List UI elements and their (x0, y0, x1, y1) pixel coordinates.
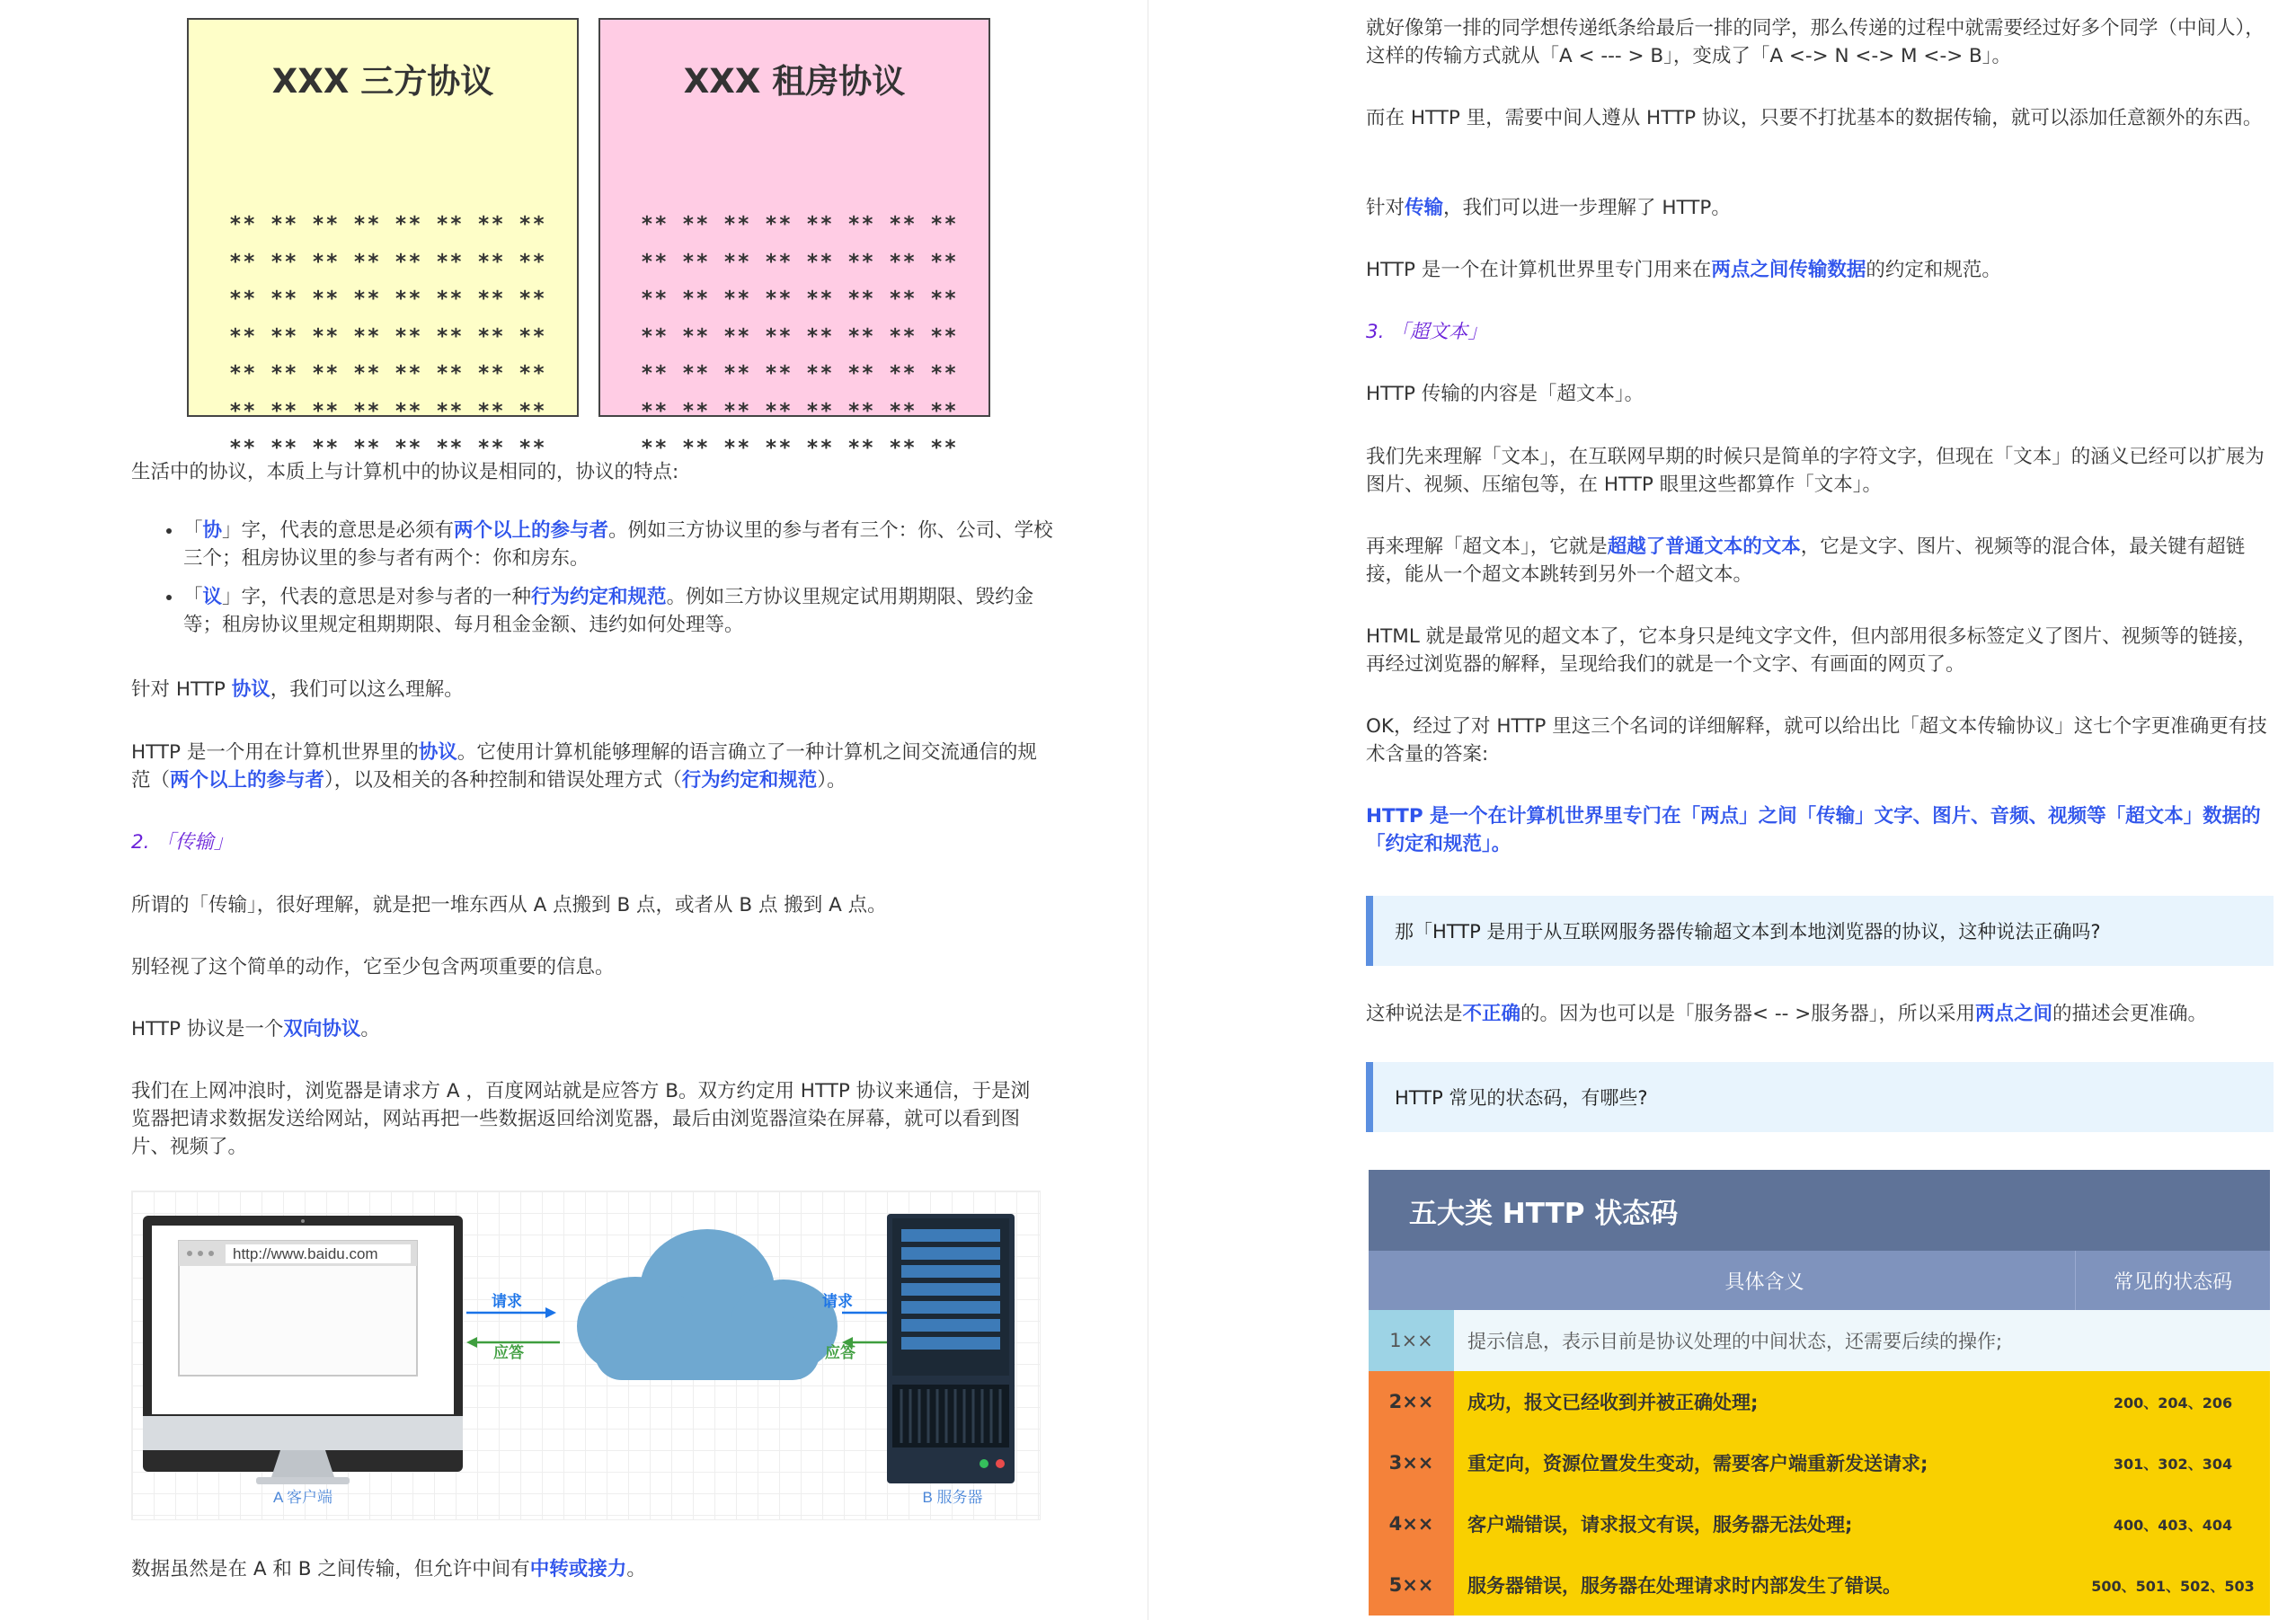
paragraph-html: HTML 就是最常见的超文本了，它本身只是纯文字文件，但内部用很多标签定义了图片、视频等的链接，再经过浏览器的解释，呈现给我们的就是一个文字、有画面的网页了。 (1366, 625, 2257, 676)
paragraph-bidirectional: HTTP 协议是一个双向协议。 (131, 1018, 380, 1040)
header-cell-codes: 常见的状态码 (2114, 1270, 2233, 1294)
server-icon (887, 1214, 1015, 1483)
table-row (1369, 1310, 2270, 1371)
paragraph-content: HTTP 传输的内容是「超文本」。 (1366, 383, 1644, 405)
arrow-group-left (466, 1307, 560, 1348)
status-meaning-cell: 提示信息，表示目前是协议处理的中间状态，还需要后续的操作; (1467, 1331, 2003, 1352)
paragraph-middleman: 而在 HTTP 里，需要中间人遵从 HTTP 协议，只要不打扰基本的数据传输，就可以添加任意额外的东西。 (1366, 107, 2263, 129)
status-meaning-cell: 成功，报文已经收到并被正确处理; (1467, 1392, 1759, 1413)
paragraph-browse: 我们在上网冲浪时，浏览器是请求方 A ，百度网站就是应答方 B。双方约定用 HTTP 协议来通信，于是浏览器把请求数据发送给网站，网站再把一些数据返回给浏览器，最后由浏览器渲染在屏幕，就可以看到图片、视频了。 (131, 1080, 1031, 1158)
section-heading-hypertext: 3. 「超文本」 (1366, 321, 1487, 343)
header-cell-empty (1369, 1251, 1454, 1310)
card-title: XXX 租房协议 (683, 62, 906, 101)
list-item: • 「议」字，代表的意思是对参与者的一种行为约定和规范。例如三方协议里规定试用期期限、毁约金等；租房协议里规定租期期限、每月租金金额、违约如何处理等。 (183, 583, 1064, 639)
url-text: http://www.baidu.com (233, 1245, 378, 1262)
server-label: B 服务器 (922, 1489, 983, 1506)
table-header (1369, 1251, 2270, 1310)
section-heading-transfer: 2. 「传输」 (131, 831, 234, 854)
table-row (1369, 1493, 2270, 1554)
network-diagram (131, 1191, 1041, 1520)
status-class-cell: 2×× (1369, 1371, 1454, 1432)
response-label: 应答 (493, 1344, 524, 1361)
paragraph-understand: 针对 HTTP 协议，我们可以这么理解。 (131, 678, 464, 701)
paragraph-simple: 别轻视了这个简单的动作，它至少包含两项重要的信息。 (131, 956, 615, 978)
question-callout: 那「HTTP 是用于从互联网服务器传输超文本到本地浏览器的协议，这种说法正确吗? (1366, 896, 2274, 966)
status-class-cell: 3×× (1369, 1432, 1454, 1493)
status-class-cell: 5×× (1369, 1554, 1454, 1616)
status-examples-cell: 500、501、502、503 (2091, 1577, 2255, 1595)
paragraph-text: 我们先来理解「文本」，在互联网早期的时候只是简单的字符文字，但现在「文本」的涵义已经可以扩展为图片、视频、压缩包等，在 HTTP 眼里这些都算作「文本」。 (1366, 446, 2265, 496)
status-meaning-cell: 重定向，资源位置发生变动，需要客户端重新发送请求; (1467, 1453, 1928, 1474)
paragraph-hypertext: 再来理解「超文本」，它就是超越了普通文本的文本，它是文字、图片、视频等的混合体，最关键有超链接，能从一个超文本跳转到另外一个超文本。 (1366, 536, 2246, 586)
request-label: 请求 (822, 1293, 853, 1310)
paragraph-http-definition: HTTP 是一个用在计算机世界里的协议。它使用计算机能够理解的语言确立了一种计算机之间交流通信的规范（两个以上的参与者），以及相关的各种控制和错误处理方式（行为约定和规范）。 (131, 741, 1037, 792)
card-stars: ** ** ** ** ** ** ** ** ** ** ** ** ** ** ** ** ** ** ** ** ** ** ** ** ** ** ** ** ** ** ** ** ** ** ** ** ** ** ** ** ** ** ** ** ** ** ** ** ** ** ** ** ** ** ** ** (229, 213, 546, 460)
status-class-cell: 4×× (1369, 1493, 1454, 1554)
status-code-table (1369, 1170, 2270, 1616)
status-examples-cell: 301、302、304 (2113, 1455, 2233, 1473)
table-row (1369, 1554, 2270, 1616)
paragraph-features: 生活中的协议，本质上与计算机中的协议是相同的，协议的特点: (131, 461, 679, 483)
card-stars: ** ** ** ** ** ** ** ** ** ** ** ** ** ** ** ** ** ** ** ** ** ** ** ** ** ** ** ** ** ** ** ** ** ** ** ** ** ** ** ** ** ** ** ** ** ** ** ** ** ** ** ** ** ** ** ** (641, 213, 958, 460)
response-label: 应答 (825, 1344, 855, 1361)
paragraph-transfer: 所谓的「传输」，很好理解，就是把一堆东西从 A 点搬到 B 点，或者从 B 点 搬到 A 点。 (131, 894, 887, 916)
card-title: XXX 三方协议 (271, 62, 494, 101)
status-meaning-cell: 服务器错误，服务器在处理请求时内部发生了错误。 (1467, 1575, 1902, 1597)
table-title: 五大类 HTTP 状态码 (1369, 1170, 2270, 1251)
request-label: 请求 (492, 1293, 522, 1310)
table-row (1369, 1432, 2270, 1493)
client-label: A 客户端 (272, 1489, 333, 1506)
tripartite-agreement-card (187, 18, 579, 460)
paragraph-definition-2: HTTP 是一个在计算机世界里专门用来在两点之间传输数据的约定和规范。 (1366, 259, 2001, 281)
rental-agreement-card (598, 18, 990, 460)
paragraph-classmates: 就好像第一排的同学想传递纸条给最后一排的同学，那么传递的过程中就需要经过好多个同学（中间人），这样的传输方式就从「A < --- > B」，变成了「A <-> N <-> M <-> B」。 (1366, 17, 2265, 67)
status-examples-cell: 400、403、404 (2113, 1516, 2233, 1534)
paragraph-further: 针对传输，我们可以进一步理解了 HTTP。 (1366, 197, 1731, 219)
paragraph-relay: 数据虽然是在 A 和 B 之间传输，但允许中间有中转或接力。 (131, 1558, 646, 1580)
table-row (1369, 1371, 2270, 1432)
paragraph-incorrect: 这种说法是不正确的。因为也可以是「服务器< -- >服务器」，所以采用两点之间的描述会更准确。 (1366, 1003, 2208, 1025)
question-callout-status: HTTP 常见的状态码，有哪些? (1366, 1062, 2274, 1132)
status-examples-cell: 200、204、206 (2113, 1394, 2233, 1412)
list-item: • 「协」字，代表的意思是必须有两个以上的参与者。例如三方协议里的参与者有三个：你、公司、学校三个；租房协议里的参与者有两个：你和房东。 (183, 517, 1064, 572)
status-examples-cell (2076, 1310, 2270, 1371)
paragraph-answer: HTTP 是一个在计算机世界里专门在「两点」之间「传输」文字、图片、音频、视频等「超文本」数据的「约定和规范」。 (1366, 805, 2261, 855)
status-meaning-cell: 客户端错误，请求报文有误，服务器无法处理; (1467, 1514, 1853, 1536)
cloud-icon (577, 1229, 838, 1380)
feature-list (131, 517, 1064, 650)
status-class-cell: 1×× (1369, 1310, 1454, 1371)
paragraph-ok: OK，经过了对 HTTP 里这三个名词的详细解释，就可以给出比「超文本传输协议」这七个字更准确更有技术含量的答案: (1366, 715, 2267, 766)
header-cell-meaning: 具体含义 (1454, 1251, 2076, 1310)
